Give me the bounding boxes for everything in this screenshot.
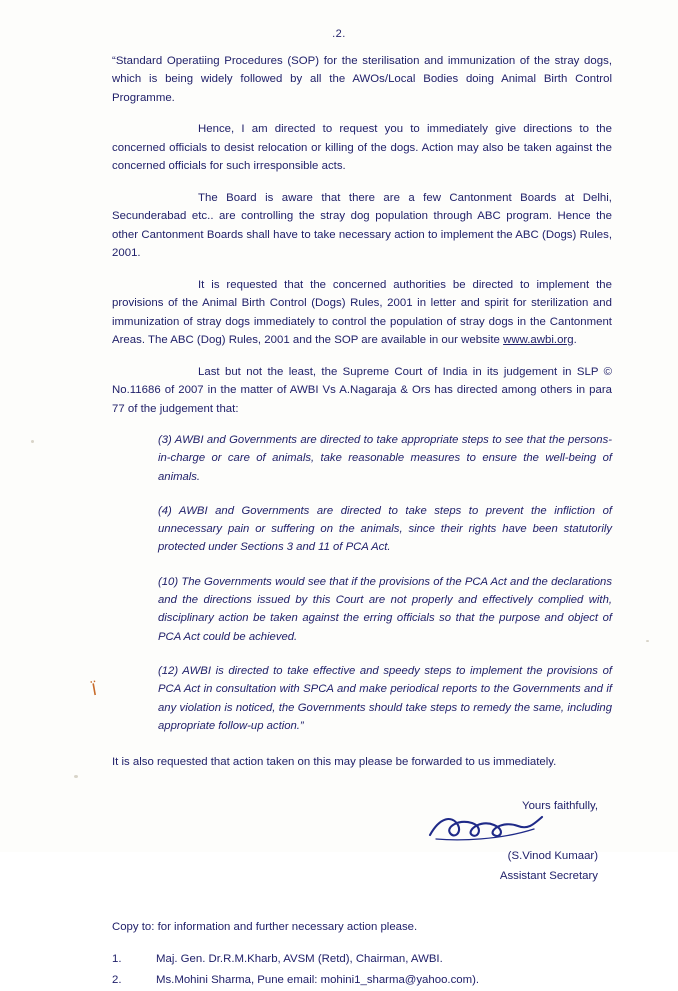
paper-speck — [74, 775, 78, 778]
judgement-clause-3: (3) AWBI and Governments are directed to take appropriate steps to see that the persons-in-charge or care of animals, take reasonable measures to ensure the well-being of animals. — [158, 433, 612, 483]
paragraph-requested-text-after-link: . — [573, 334, 577, 347]
list-item-number: 1. — [112, 953, 122, 966]
list-item-number: 2. — [112, 974, 122, 987]
handwritten-signature-icon — [112, 817, 546, 847]
page-number: .2. — [332, 28, 346, 40]
paragraph-sop — [112, 52, 612, 107]
paper-speck — [31, 440, 34, 443]
valediction: Yours faithfully, — [522, 800, 598, 813]
paragraph-board-aware-text: The Board is aware that there are a few Cantonment Boards at Delhi, Secunderabad etc.. are controlling the stray dog population through ABC program. Hence the other Cantonment Boards shall have to take necessary action to implement the ABC (Dogs) Rules, 2001. — [112, 191, 612, 260]
list-item-text: Ms.Mohini Sharma, Pune email: mohini1_sharma@yahoo.com). — [156, 974, 480, 987]
list-item — [112, 949, 612, 970]
paragraph-hence-text: Hence, I am directed to request you to immediately give directions to the concerned officials to desist relocation or killing of the dogs. Action may also be taken against the concerned officials for such irresponsible acts. — [112, 123, 612, 173]
signature-block — [112, 797, 612, 887]
judgement-clause-4: (4) AWBI and Governments are directed to take steps to prevent the infliction of unnecessary pain or suffering on the animals, since their rights have been statutorily protected under Sections 3 and 11 of PCA Act. — [158, 504, 612, 554]
paragraph-requested-text-before-link: It is requested that the concerned authorities be directed to implement the provisions of the Animal Birth Control (Dogs) Rules, 2001 in letter and spirit for sterilization and immunization of stray dogs immediately to control the population of stray dogs in the Cantonment Areas. The ABC (Dog) Rules, 2001 and the SOP are available in our website — [112, 278, 612, 347]
paragraph-sop-text: “Standard Operatiing Procedures (SOP) for the sterilisation and immunization of the stray dogs, which is being widely followed by all the AWOs/Local Bodies doing Animal Birth Control Programme. — [112, 55, 612, 104]
margin-pen-mark: Ї — [90, 679, 99, 700]
copy-to-heading: Copy to: for information and further necessary action please. — [112, 921, 418, 934]
paragraph-hence — [112, 120, 612, 175]
judgement-clause-10: (10) The Governments would see that if the provisions of the PCA Act and the declarations and the directions issued by this Court are not properly and effectively complied with, disciplinary action be taken against the erring officials so that the purpose and object of PCA Act could be achieved. — [158, 575, 612, 643]
closing-line: It is also requested that action taken on this may please be forwarded to us immediately. — [112, 756, 557, 769]
document-body — [112, 52, 612, 991]
paragraph-board-aware — [112, 189, 612, 263]
signatory-designation: Assistant Secretary — [499, 870, 598, 883]
paragraph-requested — [112, 276, 612, 350]
signatory-name: (S.Vinod Kumaar) — [507, 850, 598, 863]
list-item-text: Maj. Gen. Dr.R.M.Kharb, AVSM (Retd), Chairman, AWBI. — [156, 953, 443, 966]
awbi-website-link[interactable]: www.awbi.org — [503, 334, 574, 347]
paper-speck — [646, 640, 649, 642]
judgement-clause-12: (12) AWBI is directed to take effective and speedy steps to implement the provisions of PCA Act in consultation with SPCA and make periodical reports to the Governments and if any violation is noticed, the Governments should take steps to remedy the same, including appropriate follow-up action.” — [158, 664, 612, 732]
paragraph-supreme-court-text: Last but not the least, the Supreme Court of India in its judgement in SLP © No.11686 of 2007 in the matter of AWBI Vs A.Nagaraja & Ors has directed among others in para 77 of the judgement that: — [112, 365, 612, 415]
copy-to-list — [112, 949, 612, 991]
paragraph-supreme-court — [112, 363, 612, 418]
list-item — [112, 970, 612, 991]
